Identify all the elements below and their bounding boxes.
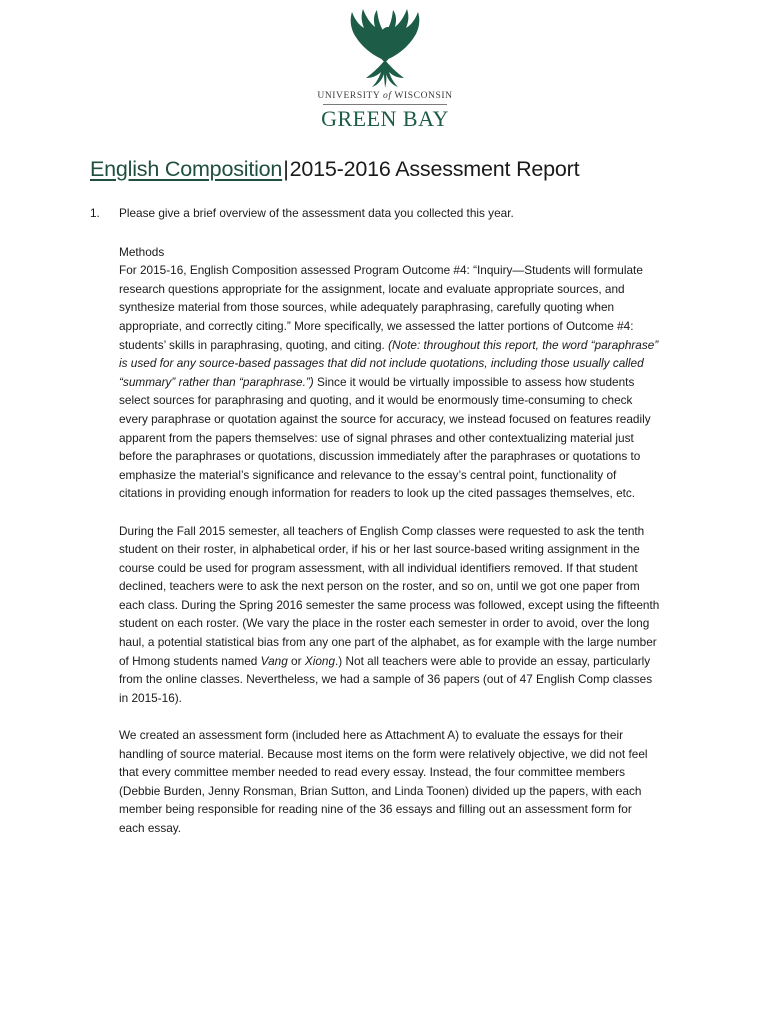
- para1-text-b: Since it would be virtually impossible to assess how students select sources for paraphrasing and quoting, and it would be enormously time-consuming to check every paraphrase or quotation against the source for accuracy, we instead focused on features readily apparent from the papers themselves: use of signal phrases and other contextualizing material just before the paraphrases or quotations, discussion immediately after the paraphrases or quotations to emphasize the material’s significance and relevance to the essay’s central point, functionality of citations in providing enough information for readers to look up the cited passages themselves, etc.: [119, 374, 651, 501]
- page-title: [90, 154, 660, 184]
- title-sub: 2015-2016 Assessment Report: [289, 157, 580, 181]
- question-number: 1.: [90, 206, 100, 220]
- para2-or: or: [287, 653, 305, 668]
- title-main: English Composition: [90, 157, 283, 181]
- methods-paragraph-1: [119, 261, 660, 503]
- para2-text-a: During the Fall 2015 semester, all teachers of English Comp classes were requested to ask the tenth student on their roster, in alphabetical order, if his or her last source-based writing assignment in the course could be used for program assessment, with all individual identifiers removed. If that student declined, teachers were to ask the next person on the roster, and so on, until we got one paper from each class. During the Spring 2016 semester the same process was followed, except using the fifteenth student on each roster. (We vary the place in the roster each semester in order to avoid, over the long haul, a potential statistical bias from any one part of the alphabet, as for example with the large number of Hmong students named: [119, 523, 660, 668]
- para1-text-a: For 2015-16, English Composition assessed Program Outcome #4: “Inquiry—Students will formulate research questions appropriate for the assignment, locate and evaluate appropriate sources, and synthesize material from those sources, while adequately paraphrasing, carefully quoting when appropriate, and correctly citing.” More specifically, we assessed the latter portions of Outcome #4: students’ skills in paraphrasing, quoting, and citing.: [119, 263, 643, 352]
- university-of: of: [383, 91, 392, 101]
- question-text: Please give a brief overview of the assessment data you collected this year.: [119, 206, 514, 220]
- para2-text-b: .) Not all teachers were able to provide an essay, particularly from the online classes. Nevertheless, we had a sample of 36 papers (out of 47 English Comp classes in 2015-16).: [119, 653, 653, 705]
- methods-heading: Methods: [119, 244, 165, 259]
- para2-xiong: Xiong: [304, 653, 336, 668]
- methods-paragraph-2: [119, 522, 660, 708]
- para2-vang: Vang: [260, 653, 288, 668]
- methods-paragraph-3: We created an assessment form (included here as Attachment A) to evaluate the essays for their handling of source material. Because most items on the form were relatively objective, we did not feel that every committee member needed to read every essay. Instead, the four committee members (Debbie Burden, Jenny Ronsman, Brian Sutton, and Linda Toonen) divided up the papers, with each member being responsible for reading nine of the 36 essays and filling out an assessment form for each essay.: [119, 728, 648, 835]
- university-wordmark: [317, 91, 452, 101]
- title-separator: |: [283, 157, 289, 181]
- document-body: [90, 154, 660, 838]
- logo-divider: [323, 104, 447, 105]
- university-suffix: WISCONSIN: [394, 91, 453, 101]
- methods-section: [119, 243, 660, 838]
- university-prefix: UNIVERSITY: [317, 91, 381, 101]
- para1-note: (Note: throughout this report, the word “paraphrase” is used for any source-based passages that did not include quotations, including those usually called “summary” rather than “paraphrase.”): [119, 337, 659, 389]
- university-logo: [0, 8, 770, 131]
- phoenix-icon: [344, 8, 426, 88]
- question-1: [90, 204, 660, 223]
- campus-name: GREEN BAY: [321, 106, 449, 131]
